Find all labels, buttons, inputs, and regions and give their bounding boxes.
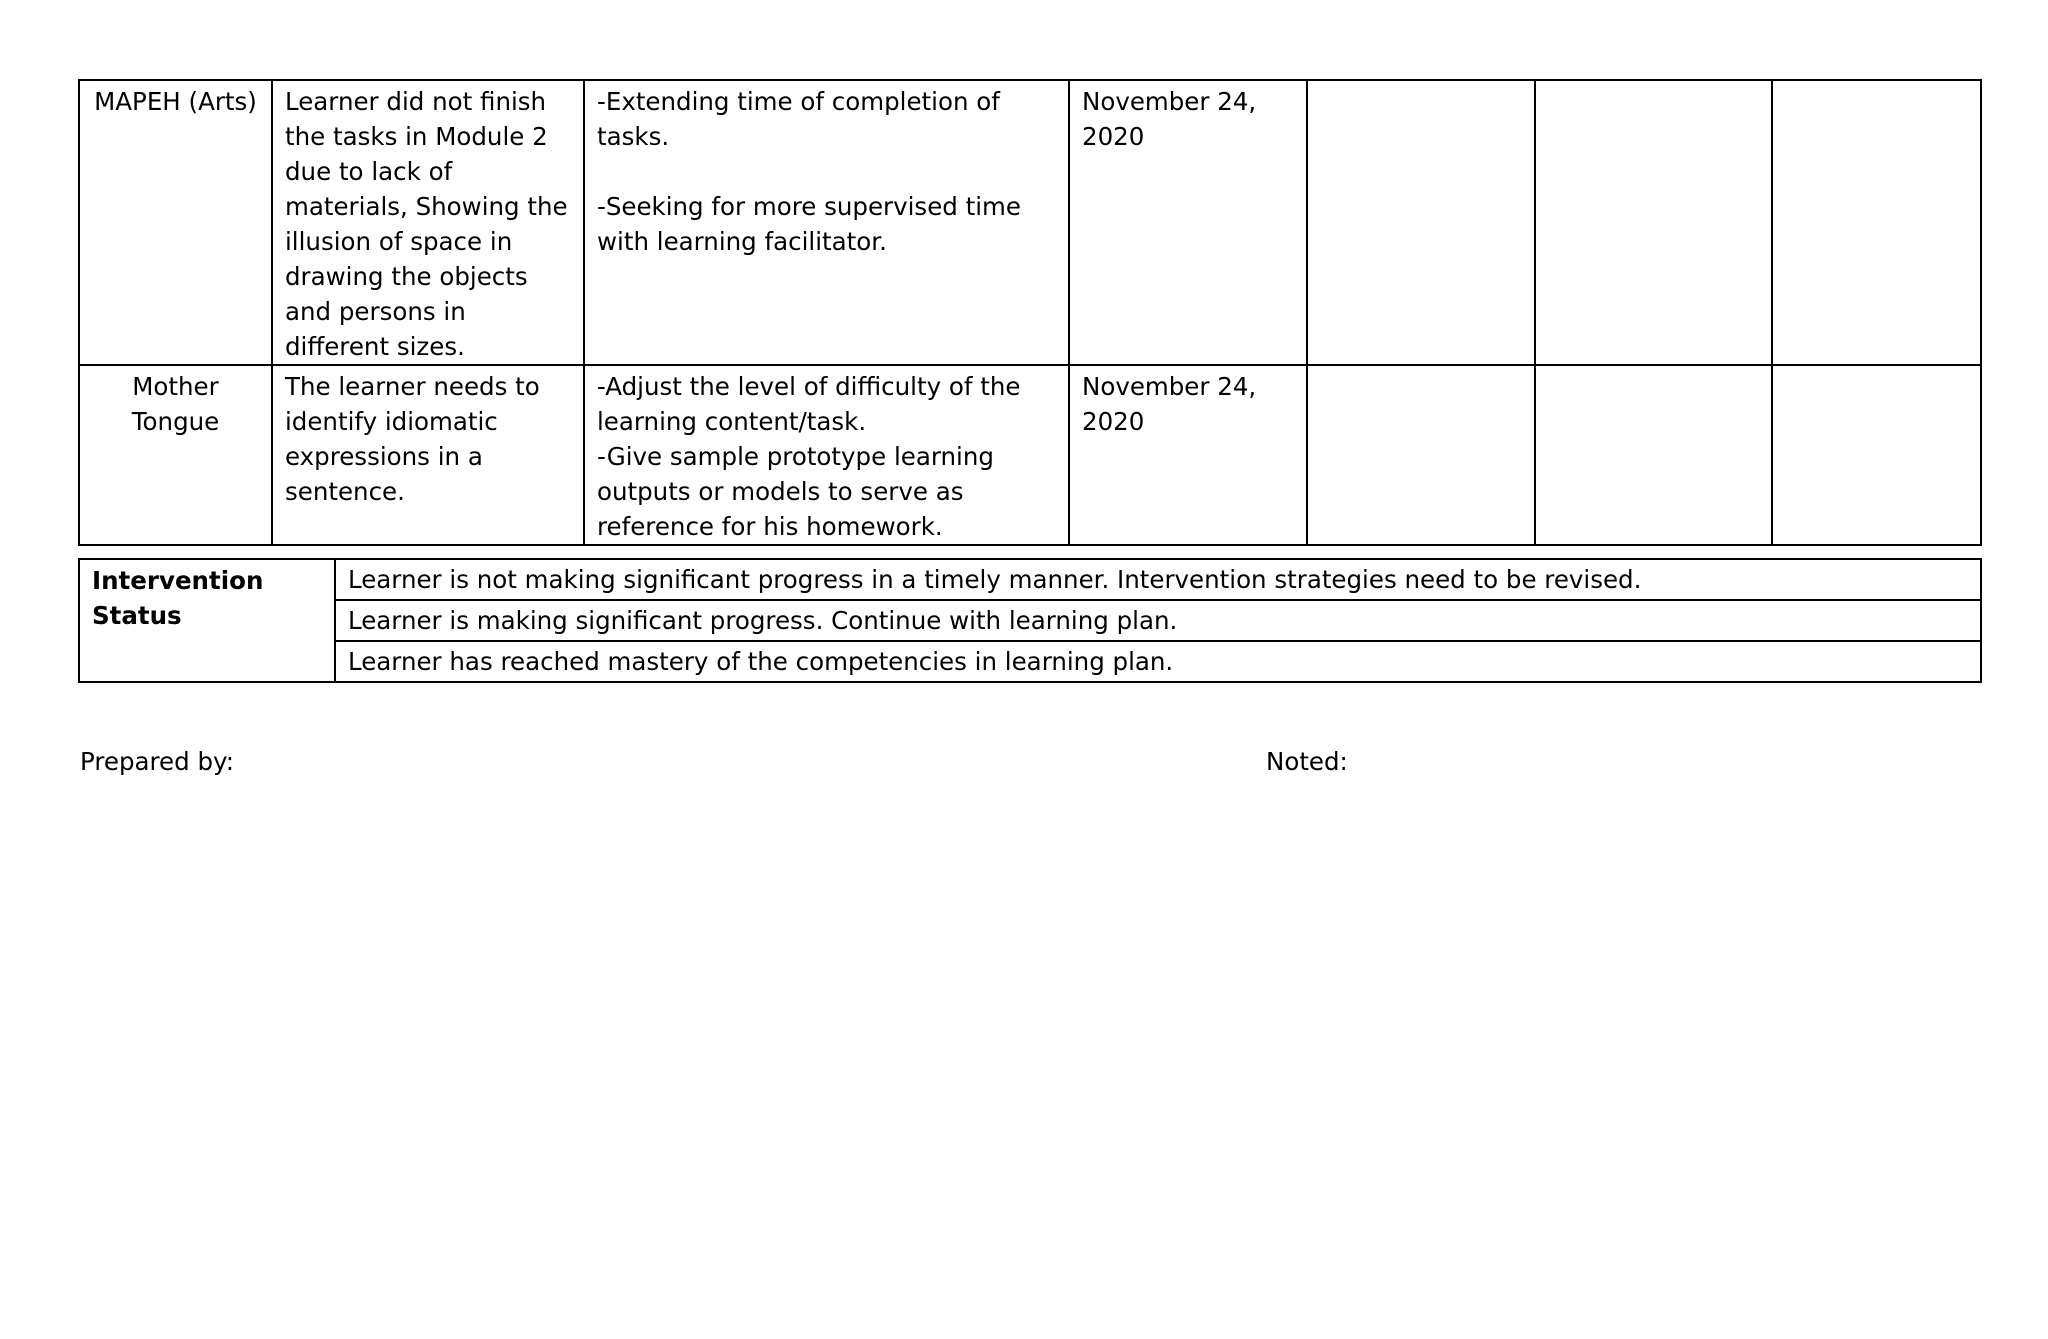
status-option-not-progressing[interactable]: Learner is not making significant progress in a timely manner. Intervention strategies need to be revised. [335,559,1981,600]
subject-cell: Mother Tongue [79,365,272,545]
intervention-item: -Adjust the level of difficulty of the learning content/task. [597,372,1021,436]
empty-cell[interactable] [1772,365,1981,545]
difficulty-cell: The learner needs to identify idiomatic expressions in a sentence. [272,365,584,545]
empty-cell[interactable] [1772,80,1981,365]
empty-cell[interactable] [1535,80,1772,365]
date-cell: November 24, 2020 [1069,80,1307,365]
empty-cell[interactable] [1535,365,1772,545]
subject-cell: MAPEH (Arts) [79,80,272,365]
intervention-cell [584,80,1069,365]
noted-label: Noted: [1266,747,1348,776]
status-row [79,600,1981,641]
intervention-item: -Give sample prototype learning outputs or models to serve as reference for his homework. [597,442,994,541]
empty-cell[interactable] [1307,80,1535,365]
intervention-status-label: Intervention Status [79,559,335,682]
intervention-cell [584,365,1069,545]
date-cell: November 24, 2020 [1069,365,1307,545]
status-option-mastery[interactable]: Learner has reached mastery of the competencies in learning plan. [335,641,1981,682]
status-row [79,559,1981,600]
intervention-item: -Extending time of completion of tasks. [597,87,1000,151]
table-row [79,80,1981,365]
intervention-status-table [78,558,1982,683]
learning-plan-table [78,79,1982,546]
intervention-item: -Seeking for more supervised time with learning facilitator. [597,192,1021,256]
table-row [79,365,1981,545]
difficulty-cell: Learner did not finish the tasks in Module 2 due to lack of materials, Showing the illusion of space in drawing the objects and persons in different sizes. [272,80,584,365]
empty-cell[interactable] [1307,365,1535,545]
prepared-by-label: Prepared by: [80,747,234,776]
status-option-progressing[interactable]: Learner is making significant progress. Continue with learning plan. [335,600,1981,641]
status-row [79,641,1981,682]
